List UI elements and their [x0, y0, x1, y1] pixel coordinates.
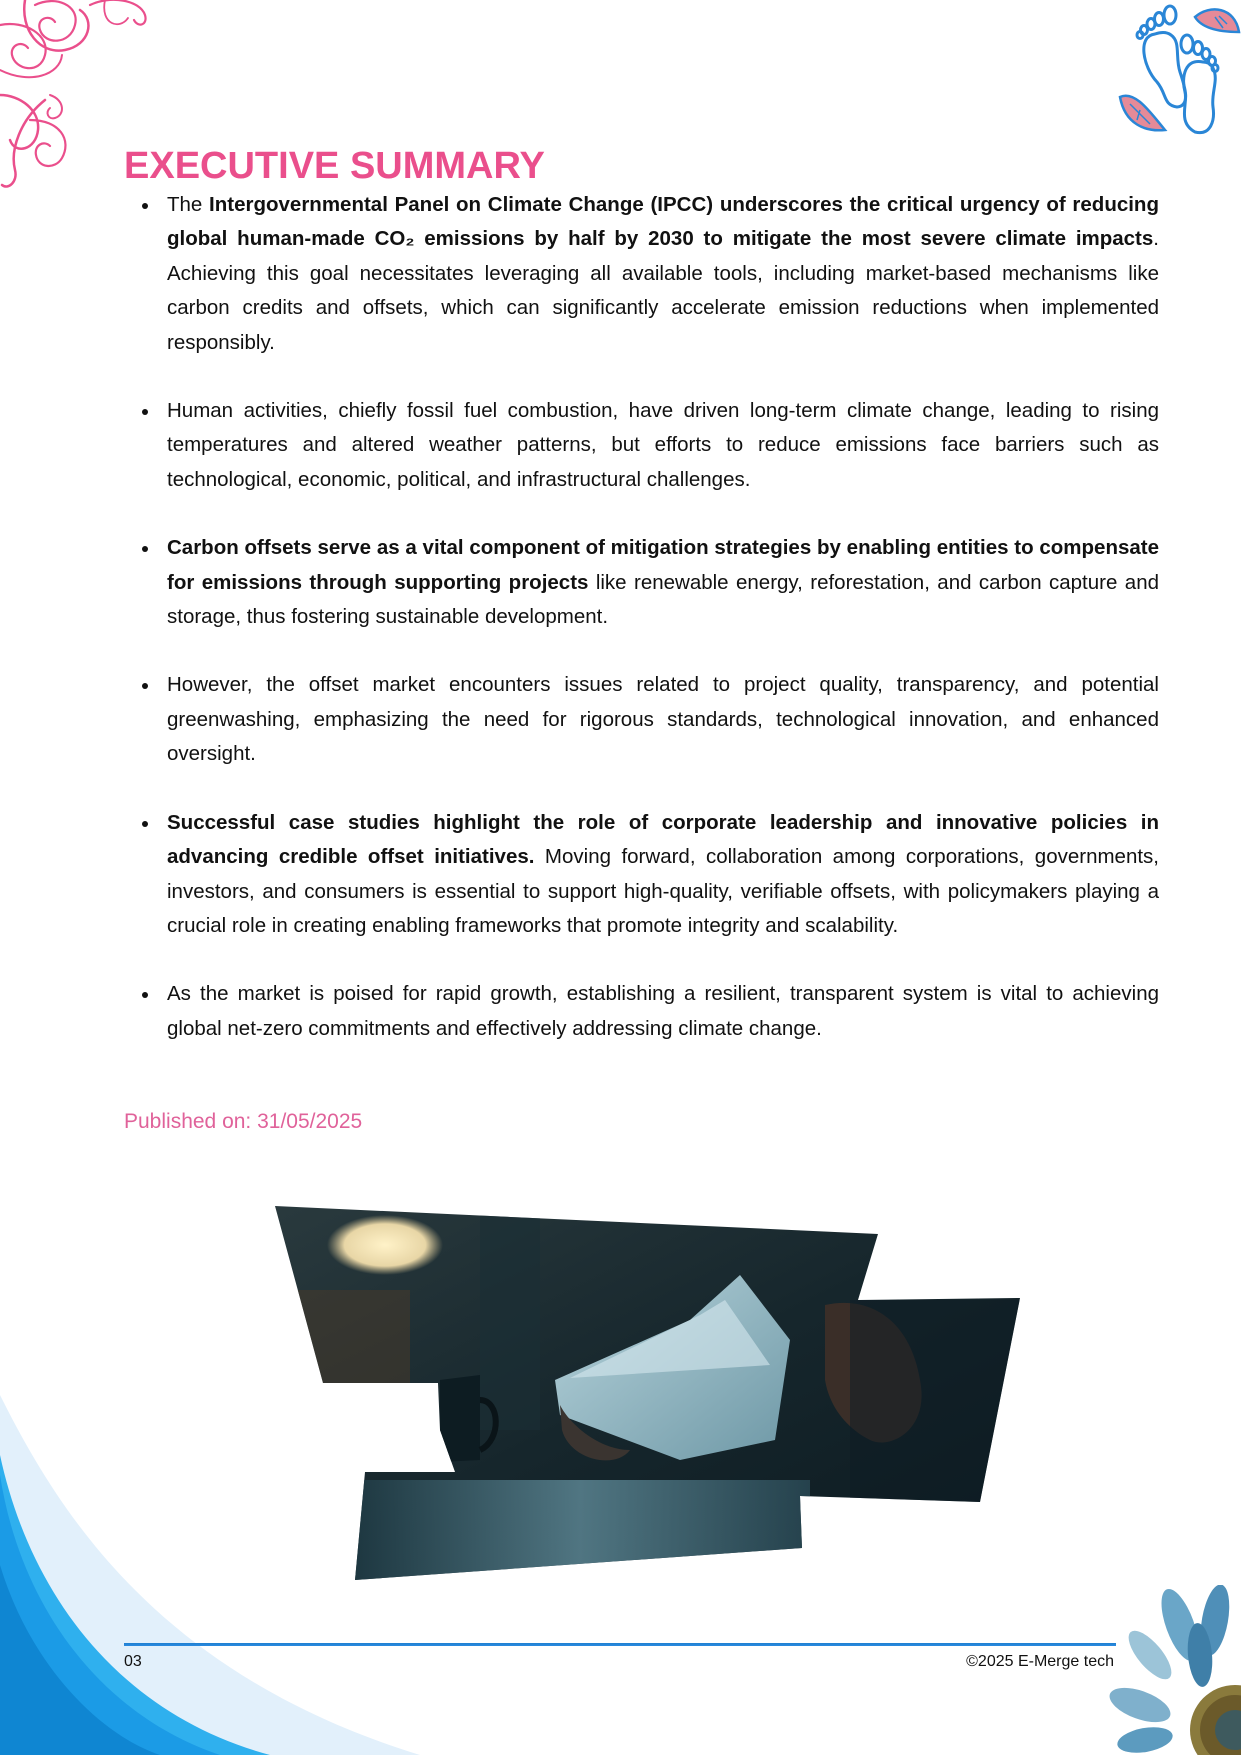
bullet-item: However, the offset market encounters issues related to project quality, transparency, and potential greenwashing, emphasizing the need for rigorous standards, technological innovation, and enhanced oversight. — [167, 668, 1159, 771]
bullet-item: Human activities, chiefly fossil fuel combustion, have driven long-term climate change, leading to rising temperatures and altered weather patterns, but efforts to reduce emissions face barriers such as technological, economic, political, and infrastructural challenges. — [167, 394, 1159, 497]
bullet-item: Carbon offsets serve as a vital component of mitigation strategies by enabling entities to compensate for emissions through supporting projects like renewable energy, reforestation, and carbon capture and storage, thus fostering sustainable development. — [167, 531, 1159, 634]
bullet-item: As the market is poised for rapid growth, establishing a resilient, transparent system is vital to achieving global net-zero commitments and effectively addressing climate change. — [167, 977, 1159, 1046]
copyright-text: ©2025 E-Merge tech — [966, 1653, 1114, 1670]
summary-bullet-list — [124, 188, 1159, 1080]
page-number: 03 — [124, 1653, 142, 1670]
footprints-leaves-icon — [1115, 2, 1241, 142]
bullet-item: The Intergovernmental Panel on Climate Change (IPCC) underscores the critical urgency of reducing global human-made CO₂ emissions by half by 2030 to mitigate the most severe climate impacts. Achieving this goal necessitates leveraging all available tools, including market-based mechanisms like carbon credits and offsets, which can significantly accelerate emission reductions when implemented responsibly. — [167, 188, 1159, 360]
blue-flower-icon — [1105, 1585, 1241, 1755]
bullet-item: Successful case studies highlight the role of corporate leadership and innovative policies in advancing credible offset initiatives. Moving forward, collaboration among corporations, governments, investors, and consumers is essential to support high-quality, verifiable offsets, with policymakers playing a crucial role in creating enabling frameworks that promote integrity and scalability. — [167, 806, 1159, 944]
office-documents-photo — [270, 1200, 1030, 1580]
page-title: EXECUTIVE SUMMARY — [124, 145, 545, 188]
footer-divider — [124, 1643, 1116, 1646]
published-date: Published on: 31/05/2025 — [124, 1110, 363, 1133]
